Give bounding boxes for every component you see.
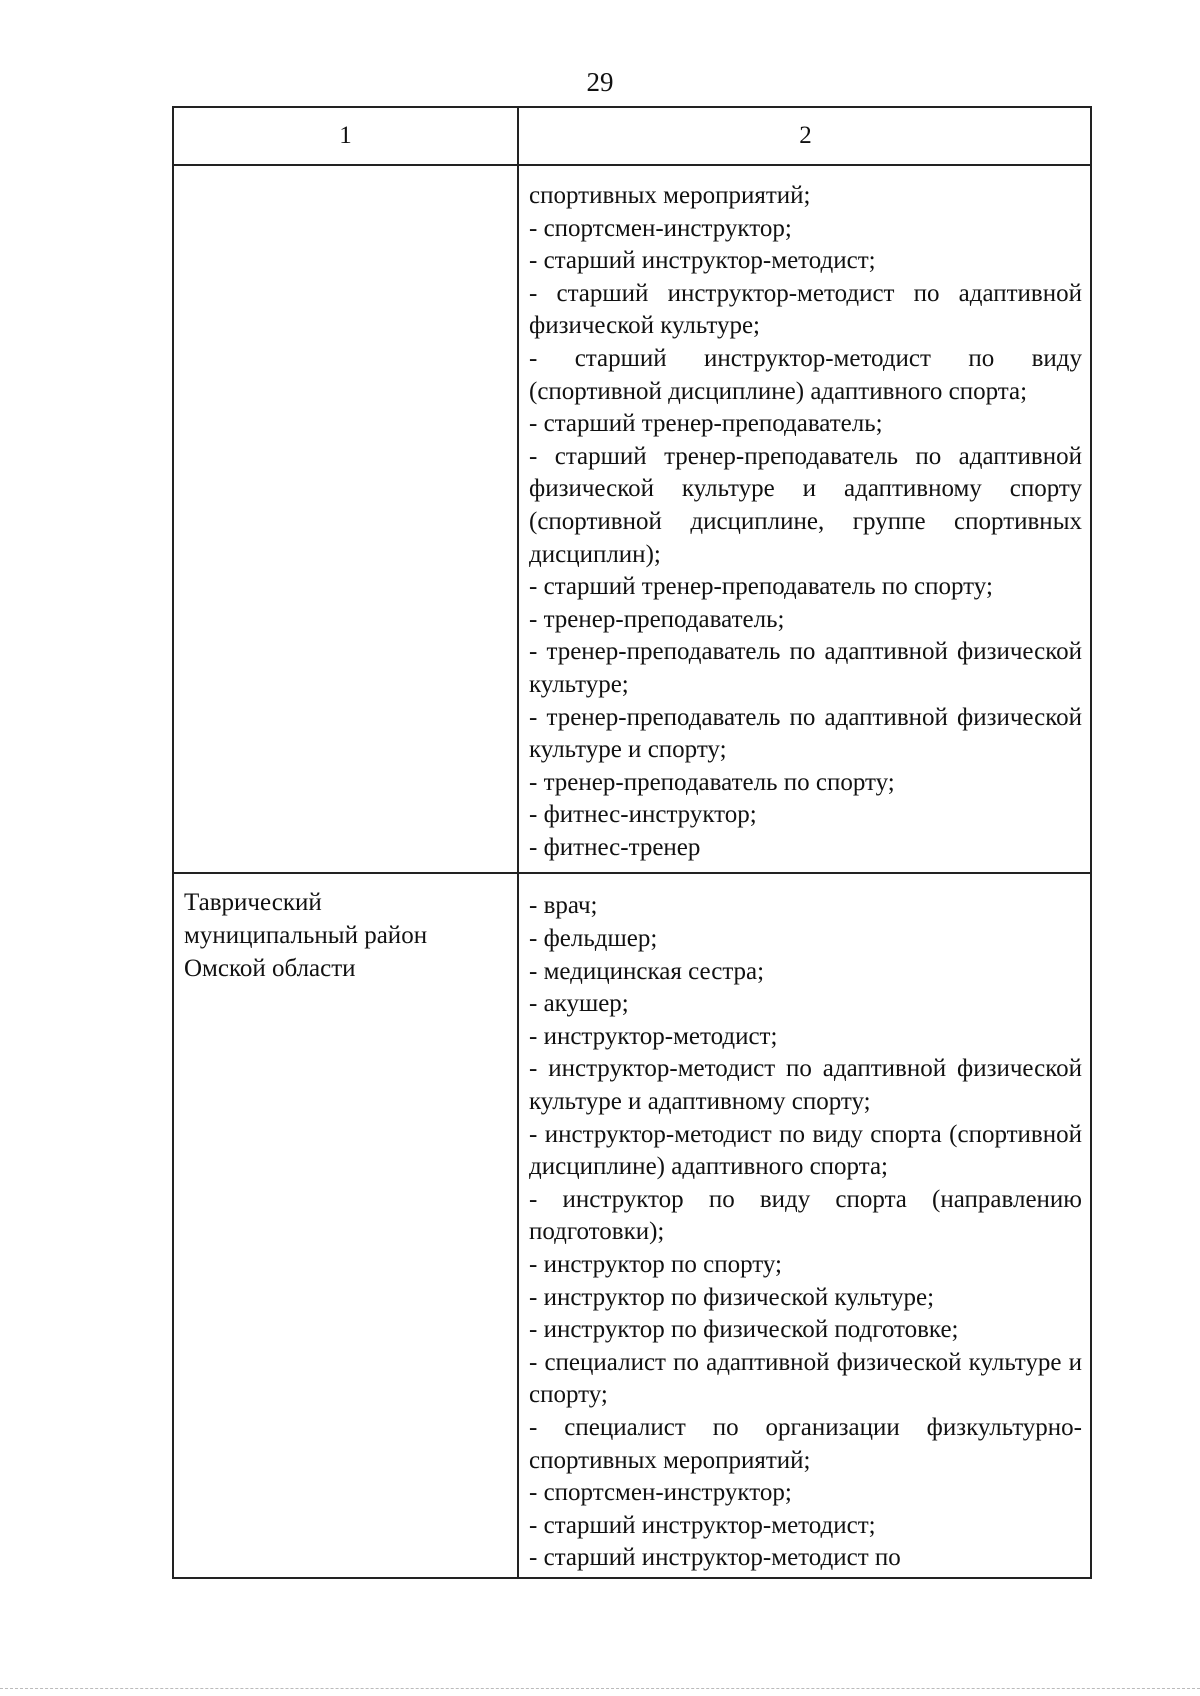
- list-item: - инструктор-методист;: [529, 1022, 778, 1050]
- list-item: - инструктор по спорту;: [529, 1251, 782, 1278]
- list-item: - врач;: [529, 892, 598, 920]
- list-item: - инструктор по физической подготовке;: [529, 1316, 959, 1344]
- table-row: [174, 872, 1090, 1576]
- document-table: [172, 106, 1092, 1579]
- list-item: - инструктор по физической культуре;: [529, 1283, 935, 1311]
- row-2-col-1: [174, 874, 519, 1576]
- list-item: - фитнес-инструктор;: [529, 801, 757, 829]
- region-name-line: Таврический: [184, 889, 322, 917]
- list-item: спортивных мероприятий;: [529, 182, 811, 209]
- list-item: - специалист по адаптивной физической культуре и спорту;: [529, 1348, 1082, 1409]
- row-2-col-2: [519, 874, 1090, 1576]
- list-item: - фельдшер;: [529, 925, 658, 953]
- list-item: - инструктор по виду спорта (направлению подготовки);: [529, 1185, 1082, 1246]
- list-item: - инструктор-методист по виду спорта (спортивной дисциплине) адаптивного спорта;: [529, 1120, 1082, 1181]
- region-name-line: муниципальный район: [184, 922, 428, 950]
- list-item: - старший тренер-преподаватель по спорту;: [529, 573, 993, 601]
- list-item: - акушер;: [529, 990, 629, 1018]
- scan-edge-divider: [0, 1688, 1200, 1689]
- header-col-2: 2: [799, 122, 812, 149]
- list-item: - тренер-преподаватель по адаптивной физической культуре;: [529, 638, 1082, 698]
- list-item: - старший инструктор-методист;: [529, 247, 876, 275]
- list-item: - старший инструктор-методист по: [529, 1544, 901, 1572]
- list-item: - спортсмен-инструктор;: [529, 214, 792, 242]
- list-item: - тренер-преподаватель;: [529, 605, 785, 633]
- row-1-col-2: [519, 166, 1090, 872]
- list-item: - тренер-преподаватель по спорту;: [529, 768, 895, 796]
- list-item: - старший инструктор-методист;: [529, 1511, 876, 1539]
- list-item: - специалист по организации физкультурно-спортивных мероприятий;: [529, 1413, 1082, 1474]
- list-item: - старший тренер-преподаватель;: [529, 410, 883, 438]
- list-item: - старший инструктор-методист по виду (спортивной дисциплине) адаптивного спорта;: [529, 344, 1082, 405]
- list-item: - спортсмен-инструктор;: [529, 1479, 792, 1507]
- header-col-1: 1: [174, 108, 519, 164]
- list-item: - старший тренер-преподаватель по адаптивной физической культуре и адаптивному спорту (спортивной дисциплине, группе спортивных дисциплин);: [529, 442, 1082, 568]
- table-header-row: [174, 108, 1090, 164]
- row-1-col-1: [174, 166, 519, 872]
- list-item: - фитнес-тренер: [529, 833, 701, 861]
- list-item: - инструктор-методист по адаптивной физической культуре и адаптивному спорту;: [529, 1055, 1082, 1116]
- table-row: [174, 164, 1090, 872]
- list-item: - тренер-преподаватель по адаптивной физической культуре и спорту;: [529, 703, 1082, 764]
- list-item: - старший инструктор-методист по адаптивной физической культуре;: [529, 279, 1082, 340]
- page-number: 29: [586, 67, 614, 97]
- list-item: - медицинская сестра;: [529, 957, 765, 985]
- region-name-line: Омской области: [184, 955, 356, 983]
